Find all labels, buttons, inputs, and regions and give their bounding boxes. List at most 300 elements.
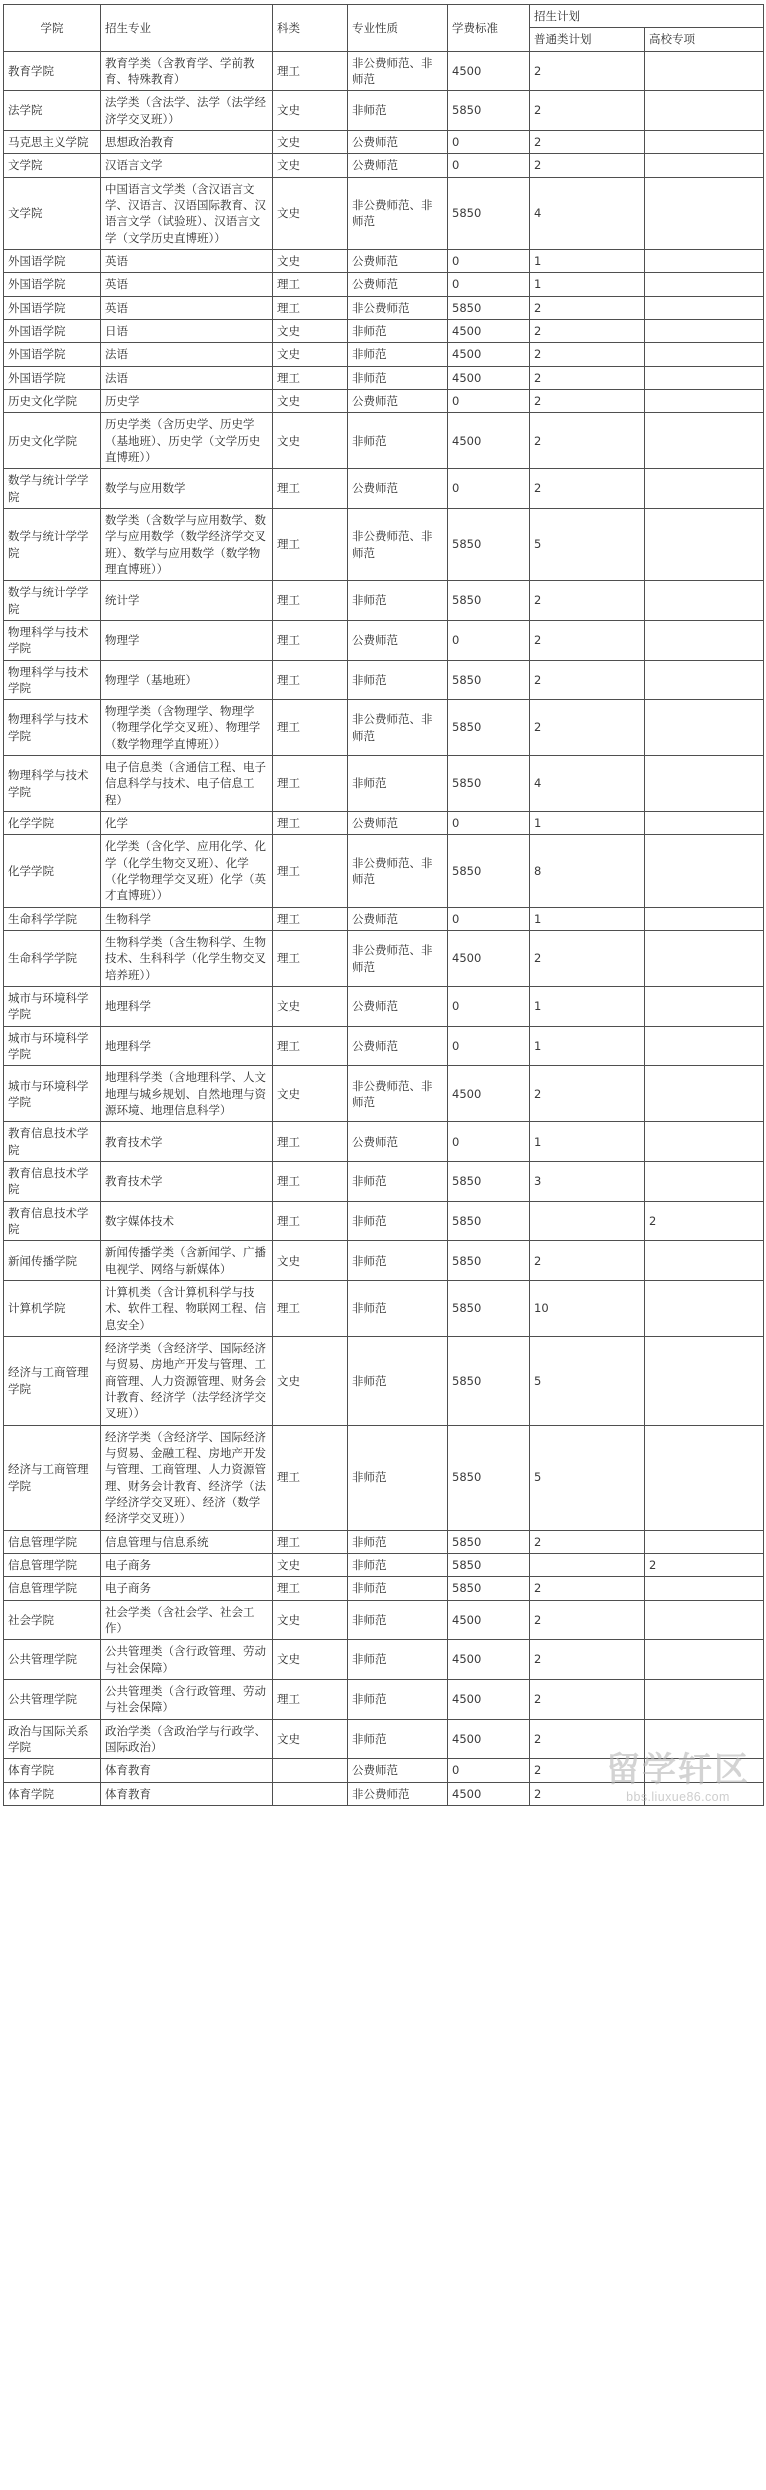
cell-category: 理工: [273, 756, 348, 812]
cell-major: 地理科学类（含地理科学、人文地理与城乡规划、自然地理与资源环境、地理信息科学）: [101, 1066, 273, 1122]
cell-plan-special: [645, 296, 764, 319]
cell-fee: 0: [448, 907, 530, 930]
cell-plan-special: [645, 1026, 764, 1066]
cell-category: 理工: [273, 366, 348, 389]
cell-plan-general: 4: [530, 177, 645, 249]
table-row: [4, 1600, 764, 1640]
header-category: 科类: [273, 5, 348, 52]
cell-college: 外国语学院: [4, 366, 101, 389]
cell-plan-general: 2: [530, 931, 645, 987]
cell-category: 理工: [273, 700, 348, 756]
cell-nature: 公费师范: [348, 907, 448, 930]
header-fee: 学费标准: [448, 5, 530, 52]
table-row: [4, 177, 764, 249]
cell-fee: 0: [448, 620, 530, 660]
cell-fee: 5850: [448, 1577, 530, 1600]
table-row: [4, 1336, 764, 1425]
cell-category: 文史: [273, 319, 348, 342]
table-row: [4, 931, 764, 987]
cell-plan-general: 5: [530, 1336, 645, 1425]
table-row: [4, 1026, 764, 1066]
cell-fee: 0: [448, 249, 530, 272]
cell-major: 数学类（含数学与应用数学、数学与应用数学（数学经济学交叉班）、数学与应用数学（数学物理直博班））: [101, 508, 273, 580]
cell-major: 电子商务: [101, 1577, 273, 1600]
cell-nature: 公费师范: [348, 273, 448, 296]
table-row: [4, 1530, 764, 1553]
cell-plan-general: 2: [530, 296, 645, 319]
cell-fee: 5850: [448, 296, 530, 319]
cell-nature: 公费师范: [348, 1759, 448, 1782]
cell-nature: 公费师范: [348, 812, 448, 835]
cell-college: 外国语学院: [4, 273, 101, 296]
table-row: [4, 581, 764, 621]
cell-plan-special: [645, 1600, 764, 1640]
cell-category: 理工: [273, 1281, 348, 1337]
cell-nature: 非师范: [348, 1600, 448, 1640]
table-row: [4, 1782, 764, 1805]
cell-major: 法语: [101, 366, 273, 389]
cell-college: 体育学院: [4, 1759, 101, 1782]
cell-major: 新闻传播学类（含新闻学、广播电视学、网络与新媒体）: [101, 1241, 273, 1281]
cell-fee: 0: [448, 154, 530, 177]
cell-category: 文史: [273, 154, 348, 177]
cell-plan-special: [645, 1336, 764, 1425]
cell-plan-special: [645, 907, 764, 930]
cell-fee: 4500: [448, 1600, 530, 1640]
cell-nature: 非师范: [348, 413, 448, 469]
cell-category: 理工: [273, 1162, 348, 1202]
cell-major: 经济学类（含经济学、国际经济与贸易、房地产开发与管理、工商管理、人力资源管理、财务会计教育、经济学（法学经济学交叉班））: [101, 1336, 273, 1425]
cell-fee: 4500: [448, 413, 530, 469]
cell-plan-general: 2: [530, 620, 645, 660]
cell-plan-special: 2: [645, 1201, 764, 1241]
cell-plan-special: [645, 413, 764, 469]
cell-college: 外国语学院: [4, 249, 101, 272]
cell-nature: 非师范: [348, 1162, 448, 1202]
cell-category: 文史: [273, 987, 348, 1027]
cell-category: 文史: [273, 1066, 348, 1122]
cell-fee: 0: [448, 812, 530, 835]
cell-nature: 非师范: [348, 581, 448, 621]
table-row: [4, 1066, 764, 1122]
cell-college: 教育信息技术学院: [4, 1201, 101, 1241]
cell-plan-special: [645, 1122, 764, 1162]
cell-fee: 4500: [448, 51, 530, 91]
cell-nature: 公费师范: [348, 987, 448, 1027]
cell-plan-special: [645, 931, 764, 987]
cell-nature: 非公费师范、非师范: [348, 51, 448, 91]
cell-plan-general: 2: [530, 366, 645, 389]
cell-plan-general: 10: [530, 1281, 645, 1337]
cell-fee: 0: [448, 1759, 530, 1782]
cell-college: 历史文化学院: [4, 413, 101, 469]
cell-plan-general: 2: [530, 700, 645, 756]
cell-nature: 非公费师范、非师范: [348, 835, 448, 907]
cell-category: 理工: [273, 931, 348, 987]
cell-category: 理工: [273, 581, 348, 621]
cell-fee: 4500: [448, 1066, 530, 1122]
cell-nature: 非公费师范: [348, 296, 448, 319]
cell-category: 文史: [273, 130, 348, 153]
table-row: [4, 1719, 764, 1759]
cell-category: 文史: [273, 1241, 348, 1281]
cell-plan-general: 2: [530, 581, 645, 621]
table-row: [4, 1162, 764, 1202]
cell-category: 文史: [273, 1553, 348, 1576]
cell-major: 历史学类（含历史学、历史学（基地班）、历史学（文学历史直博班））: [101, 413, 273, 469]
table-row: [4, 273, 764, 296]
cell-plan-special: [645, 620, 764, 660]
cell-fee: 0: [448, 469, 530, 509]
watermark-url: bbs.liuxue86.com: [626, 1789, 730, 1804]
cell-major: 英语: [101, 273, 273, 296]
cell-fee: 0: [448, 389, 530, 412]
cell-nature: 非师范: [348, 1201, 448, 1241]
cell-plan-special: [645, 1679, 764, 1719]
cell-fee: 0: [448, 1122, 530, 1162]
cell-plan-general: 3: [530, 1162, 645, 1202]
cell-college: 城市与环境科学学院: [4, 987, 101, 1027]
cell-fee: 5850: [448, 177, 530, 249]
cell-plan-special: [645, 581, 764, 621]
cell-college: 政治与国际关系学院: [4, 1719, 101, 1759]
cell-fee: 4500: [448, 1679, 530, 1719]
cell-college: 信息管理学院: [4, 1530, 101, 1553]
cell-plan-general: 2: [530, 91, 645, 131]
cell-category: 理工: [273, 620, 348, 660]
cell-plan-general: 2: [530, 154, 645, 177]
cell-college: 外国语学院: [4, 343, 101, 366]
cell-category: 文史: [273, 1336, 348, 1425]
cell-college: 历史文化学院: [4, 389, 101, 412]
cell-nature: 非师范: [348, 1530, 448, 1553]
cell-category: 理工: [273, 296, 348, 319]
cell-college: 文学院: [4, 177, 101, 249]
table-row: [4, 51, 764, 91]
cell-college: 文学院: [4, 154, 101, 177]
cell-nature: 公费师范: [348, 469, 448, 509]
table-row: [4, 1577, 764, 1600]
cell-plan-special: [645, 154, 764, 177]
cell-college: 城市与环境科学学院: [4, 1026, 101, 1066]
cell-plan-general: 2: [530, 1600, 645, 1640]
cell-plan-general: 2: [530, 1241, 645, 1281]
table-row: [4, 469, 764, 509]
cell-plan-special: [645, 812, 764, 835]
table-row: [4, 1201, 764, 1241]
cell-college: 经济与工商管理学院: [4, 1336, 101, 1425]
cell-plan-special: [645, 319, 764, 342]
cell-major: 历史学: [101, 389, 273, 412]
cell-nature: 非师范: [348, 660, 448, 700]
cell-major: 思想政治教育: [101, 130, 273, 153]
cell-nature: 非公费师范、非师范: [348, 508, 448, 580]
cell-plan-general: 2: [530, 130, 645, 153]
cell-major: 统计学: [101, 581, 273, 621]
admission-plan-table: [3, 4, 764, 1806]
cell-college: 物理科学与技术学院: [4, 660, 101, 700]
cell-plan-general: 2: [530, 1577, 645, 1600]
table-row: [4, 154, 764, 177]
table-row: [4, 1553, 764, 1576]
cell-plan-general: 2: [530, 1759, 645, 1782]
cell-category: 文史: [273, 1600, 348, 1640]
cell-college: 物理科学与技术学院: [4, 620, 101, 660]
cell-nature: 公费师范: [348, 620, 448, 660]
cell-plan-general: [530, 1201, 645, 1241]
cell-category: 理工: [273, 1201, 348, 1241]
cell-category: 文史: [273, 177, 348, 249]
table-row: [4, 620, 764, 660]
table-row: [4, 319, 764, 342]
cell-category: 理工: [273, 660, 348, 700]
cell-plan-special: [645, 91, 764, 131]
table-row: [4, 413, 764, 469]
table-row: [4, 1281, 764, 1337]
table-row: [4, 249, 764, 272]
cell-nature: 非公费师范: [348, 1782, 448, 1805]
table-row: [4, 660, 764, 700]
cell-plan-general: 2: [530, 1640, 645, 1680]
cell-plan-special: [645, 130, 764, 153]
cell-plan-general: 2: [530, 1530, 645, 1553]
cell-plan-special: [645, 1425, 764, 1530]
cell-college: 外国语学院: [4, 296, 101, 319]
cell-nature: 非师范: [348, 366, 448, 389]
cell-plan-general: 2: [530, 1782, 645, 1805]
cell-major: 英语: [101, 249, 273, 272]
cell-category: 理工: [273, 273, 348, 296]
cell-plan-special: [645, 177, 764, 249]
cell-college: 物理科学与技术学院: [4, 756, 101, 812]
cell-plan-general: 5: [530, 508, 645, 580]
cell-plan-general: 2: [530, 319, 645, 342]
cell-major: 公共管理类（含行政管理、劳动与社会保障）: [101, 1640, 273, 1680]
cell-plan-general: 1: [530, 987, 645, 1027]
cell-major: 日语: [101, 319, 273, 342]
cell-fee: 5850: [448, 1281, 530, 1337]
cell-major: 数学与应用数学: [101, 469, 273, 509]
cell-plan-special: [645, 343, 764, 366]
cell-plan-general: 2: [530, 51, 645, 91]
cell-category: 理工: [273, 508, 348, 580]
table-row: [4, 508, 764, 580]
cell-category: 文史: [273, 343, 348, 366]
cell-major: 中国语言文学类（含汉语言文学、汉语言、汉语国际教育、汉语言文学（试验班）、汉语言文学（文学历史直博班））: [101, 177, 273, 249]
cell-plan-special: [645, 1241, 764, 1281]
cell-major: 公共管理类（含行政管理、劳动与社会保障）: [101, 1679, 273, 1719]
cell-nature: 非公费师范、非师范: [348, 931, 448, 987]
table-row: [4, 389, 764, 412]
cell-plan-general: 2: [530, 469, 645, 509]
cell-plan-special: [645, 1281, 764, 1337]
table-row: [4, 343, 764, 366]
cell-plan-general: 1: [530, 273, 645, 296]
cell-fee: 0: [448, 130, 530, 153]
cell-major: 信息管理与信息系统: [101, 1530, 273, 1553]
watermark-title: 留学轩区: [606, 1749, 750, 1790]
table-row: [4, 1759, 764, 1782]
cell-college: 公共管理学院: [4, 1679, 101, 1719]
cell-plan-special: 2: [645, 1553, 764, 1576]
cell-college: 数学与统计学学院: [4, 469, 101, 509]
cell-plan-general: 4: [530, 756, 645, 812]
cell-plan-special: [645, 1162, 764, 1202]
cell-major: 教育技术学: [101, 1162, 273, 1202]
cell-plan-special: [645, 366, 764, 389]
cell-fee: 5850: [448, 1241, 530, 1281]
table-row: [4, 700, 764, 756]
cell-college: 马克思主义学院: [4, 130, 101, 153]
cell-nature: 非师范: [348, 91, 448, 131]
cell-plan-general: 2: [530, 1066, 645, 1122]
cell-fee: 5850: [448, 835, 530, 907]
cell-nature: 非师范: [348, 1281, 448, 1337]
cell-major: 体育教育: [101, 1782, 273, 1805]
cell-major: 数字媒体技术: [101, 1201, 273, 1241]
cell-category: 文史: [273, 1719, 348, 1759]
cell-plan-special: [645, 756, 764, 812]
header-plan-general: 普通类计划: [530, 28, 645, 51]
cell-fee: 5850: [448, 91, 530, 131]
cell-college: 化学学院: [4, 812, 101, 835]
cell-plan-general: 2: [530, 343, 645, 366]
cell-plan-general: 1: [530, 907, 645, 930]
cell-plan-general: 2: [530, 1719, 645, 1759]
cell-college: 公共管理学院: [4, 1640, 101, 1680]
cell-fee: 5850: [448, 756, 530, 812]
cell-major: 物理学类（含物理学、物理学（物理学化学交叉班）、物理学（数学物理学直博班））: [101, 700, 273, 756]
cell-category: 理工: [273, 1425, 348, 1530]
cell-plan-special: [645, 660, 764, 700]
cell-fee: 5850: [448, 1162, 530, 1202]
cell-plan-special: [645, 1066, 764, 1122]
cell-plan-special: [645, 469, 764, 509]
cell-major: 生物科学: [101, 907, 273, 930]
cell-category: 理工: [273, 1679, 348, 1719]
cell-plan-general: 2: [530, 413, 645, 469]
cell-college: 信息管理学院: [4, 1553, 101, 1576]
cell-college: 教育学院: [4, 51, 101, 91]
cell-fee: 4500: [448, 1719, 530, 1759]
table-row: [4, 756, 764, 812]
cell-major: 化学: [101, 812, 273, 835]
cell-plan-general: 2: [530, 389, 645, 412]
cell-nature: 公费师范: [348, 389, 448, 412]
cell-major: 政治学类（含政治学与行政学、国际政治）: [101, 1719, 273, 1759]
table-header: [4, 5, 764, 52]
cell-plan-special: [645, 1719, 764, 1759]
cell-fee: 5850: [448, 581, 530, 621]
cell-nature: 非师范: [348, 1241, 448, 1281]
cell-fee: 5850: [448, 508, 530, 580]
cell-fee: 5850: [448, 660, 530, 700]
cell-nature: 非师范: [348, 343, 448, 366]
cell-major: 教育学类（含教育学、学前教育、特殊教育）: [101, 51, 273, 91]
cell-plan-general: 2: [530, 660, 645, 700]
cell-nature: 非师范: [348, 1336, 448, 1425]
table-row: [4, 987, 764, 1027]
cell-college: 经济与工商管理学院: [4, 1425, 101, 1530]
cell-plan-general: 1: [530, 249, 645, 272]
cell-category: 理工: [273, 1026, 348, 1066]
cell-major: 社会学类（含社会学、社会工作）: [101, 1600, 273, 1640]
cell-plan-special: [645, 987, 764, 1027]
cell-fee: 4500: [448, 1640, 530, 1680]
cell-plan-special: [645, 508, 764, 580]
cell-major: 体育教育: [101, 1759, 273, 1782]
cell-category: 文史: [273, 1640, 348, 1680]
cell-plan-special: [645, 273, 764, 296]
cell-major: 化学类（含化学、应用化学、化学（化学生物交叉班）、化学（化学物理学交叉班）化学（英才直博班））: [101, 835, 273, 907]
table-row: [4, 366, 764, 389]
cell-nature: 非师范: [348, 1719, 448, 1759]
cell-fee: 4500: [448, 1782, 530, 1805]
cell-nature: 非公费师范、非师范: [348, 700, 448, 756]
table-row: [4, 130, 764, 153]
cell-plan-special: [645, 389, 764, 412]
cell-category: 理工: [273, 835, 348, 907]
cell-category: 理工: [273, 1577, 348, 1600]
cell-plan-general: [530, 1553, 645, 1576]
cell-plan-general: 8: [530, 835, 645, 907]
header-college: 学院: [4, 5, 101, 52]
cell-fee: 5850: [448, 1336, 530, 1425]
cell-plan-general: 2: [530, 1679, 645, 1719]
table-row: [4, 1640, 764, 1680]
cell-fee: 4500: [448, 366, 530, 389]
cell-fee: 4500: [448, 931, 530, 987]
cell-plan-special: [645, 51, 764, 91]
cell-category: 文史: [273, 91, 348, 131]
cell-college: 计算机学院: [4, 1281, 101, 1337]
cell-major: 计算机类（含计算机科学与技术、软件工程、物联网工程、信息安全）: [101, 1281, 273, 1337]
cell-nature: 非公费师范、非师范: [348, 177, 448, 249]
cell-category: [273, 1759, 348, 1782]
table-row: [4, 812, 764, 835]
cell-nature: 非公费师范、非师范: [348, 1066, 448, 1122]
header-major: 招生专业: [101, 5, 273, 52]
cell-plan-special: [645, 1759, 764, 1782]
cell-category: 文史: [273, 389, 348, 412]
cell-major: 经济学类（含经济学、国际经济与贸易、金融工程、房地产开发与管理、工商管理、人力资源管理、财务会计教育、经济学（法学经济学交叉班）、经济（数学经济学交叉班））: [101, 1425, 273, 1530]
header-plan-group: 招生计划: [530, 5, 764, 28]
cell-category: 理工: [273, 812, 348, 835]
cell-fee: 0: [448, 1026, 530, 1066]
cell-plan-general: 5: [530, 1425, 645, 1530]
cell-college: 外国语学院: [4, 319, 101, 342]
cell-major: 法学类（含法学、法学（法学经济学交叉班））: [101, 91, 273, 131]
cell-major: 教育技术学: [101, 1122, 273, 1162]
cell-fee: 5850: [448, 1201, 530, 1241]
cell-major: 地理科学: [101, 987, 273, 1027]
table-row: [4, 835, 764, 907]
cell-college: 城市与环境科学学院: [4, 1066, 101, 1122]
cell-plan-special: [645, 1782, 764, 1805]
cell-nature: 公费师范: [348, 130, 448, 153]
cell-college: 信息管理学院: [4, 1577, 101, 1600]
table-row: [4, 91, 764, 131]
table-row: [4, 296, 764, 319]
cell-category: 理工: [273, 1122, 348, 1162]
cell-fee: 4500: [448, 343, 530, 366]
cell-nature: 非师范: [348, 1553, 448, 1576]
table-body: [4, 51, 764, 1805]
cell-college: 社会学院: [4, 1600, 101, 1640]
cell-major: 英语: [101, 296, 273, 319]
header-plan-special: 高校专项: [645, 28, 764, 51]
cell-college: 生命科学学院: [4, 931, 101, 987]
